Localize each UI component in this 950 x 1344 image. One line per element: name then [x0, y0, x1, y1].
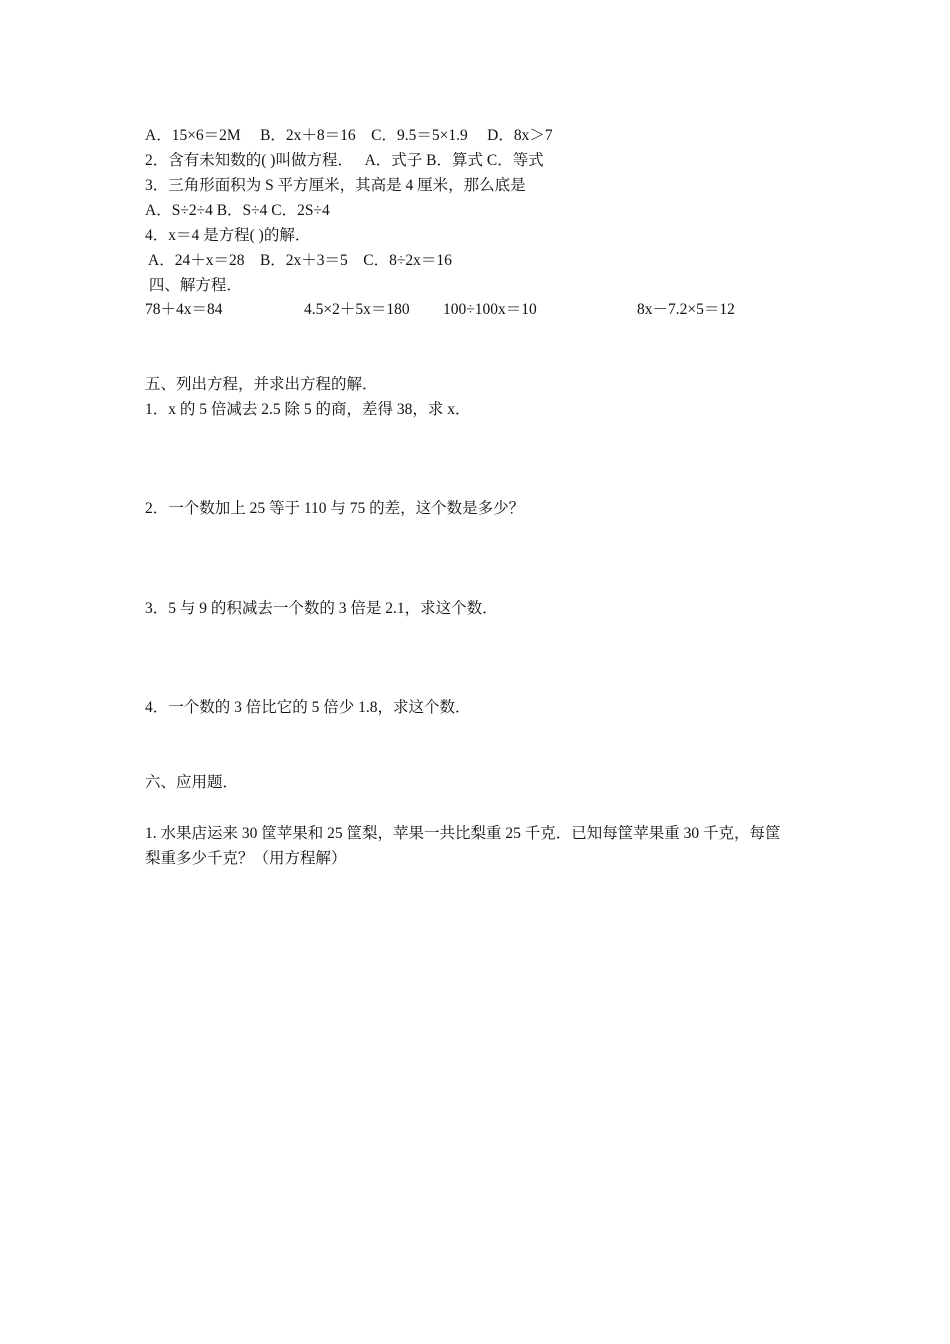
equation-1: 78＋4x＝84: [145, 301, 223, 318]
q1-options: A．15×6＝2M B．2x＋8＝16 C．9.5＝5×1.9 D．8x＞7: [145, 127, 553, 144]
q3-options: A．S÷2÷4 B．S÷4 C．2S÷4: [145, 202, 330, 219]
section5-q4: 4．一个数的 3 倍比它的 5 倍少 1.8，求这个数．: [145, 699, 471, 716]
q2-text: 2．含有未知数的( )叫做方程． A．式子 B．算式 C．等式: [145, 152, 544, 169]
section6-q1-line2: 梨重多少千克？（用方程解）: [145, 850, 347, 867]
section5-q3: 3．5 与 9 的积减去一个数的 3 倍是 2.1，求这个数．: [145, 600, 498, 617]
equation-2: 4.5×2＋5x＝180: [304, 301, 410, 318]
q3-text: 3．三角形面积为 S 平方厘米，其高是 4 厘米，那么底是: [145, 177, 526, 194]
section4-heading: 四、解方程．: [145, 277, 242, 294]
section6-q1-line1: 1. 水果店运来 30 筐苹果和 25 筐梨，苹果一共比梨重 25 千克．已知每筐苹果重 30 千克，每筐: [145, 825, 781, 842]
q4-text: 4．x＝4 是方程( )的解．: [145, 227, 311, 244]
section5-heading: 五、列出方程，并求出方程的解．: [145, 376, 378, 393]
section5-q2: 2．一个数加上 25 等于 110 与 75 的差，这个数是多少？: [145, 500, 525, 517]
equation-3: 100÷100x＝10: [443, 301, 537, 318]
section5-q1: 1．x 的 5 倍减去 2.5 除 5 的商，差得 38，求 x．: [145, 401, 471, 418]
equation-4: 8x－7.2×5＝12: [637, 301, 735, 318]
section6-heading: 六、应用题．: [145, 774, 239, 791]
q4-options: A．24＋x＝28 B．2x＋3＝5 C．8÷2x＝16: [145, 252, 452, 269]
